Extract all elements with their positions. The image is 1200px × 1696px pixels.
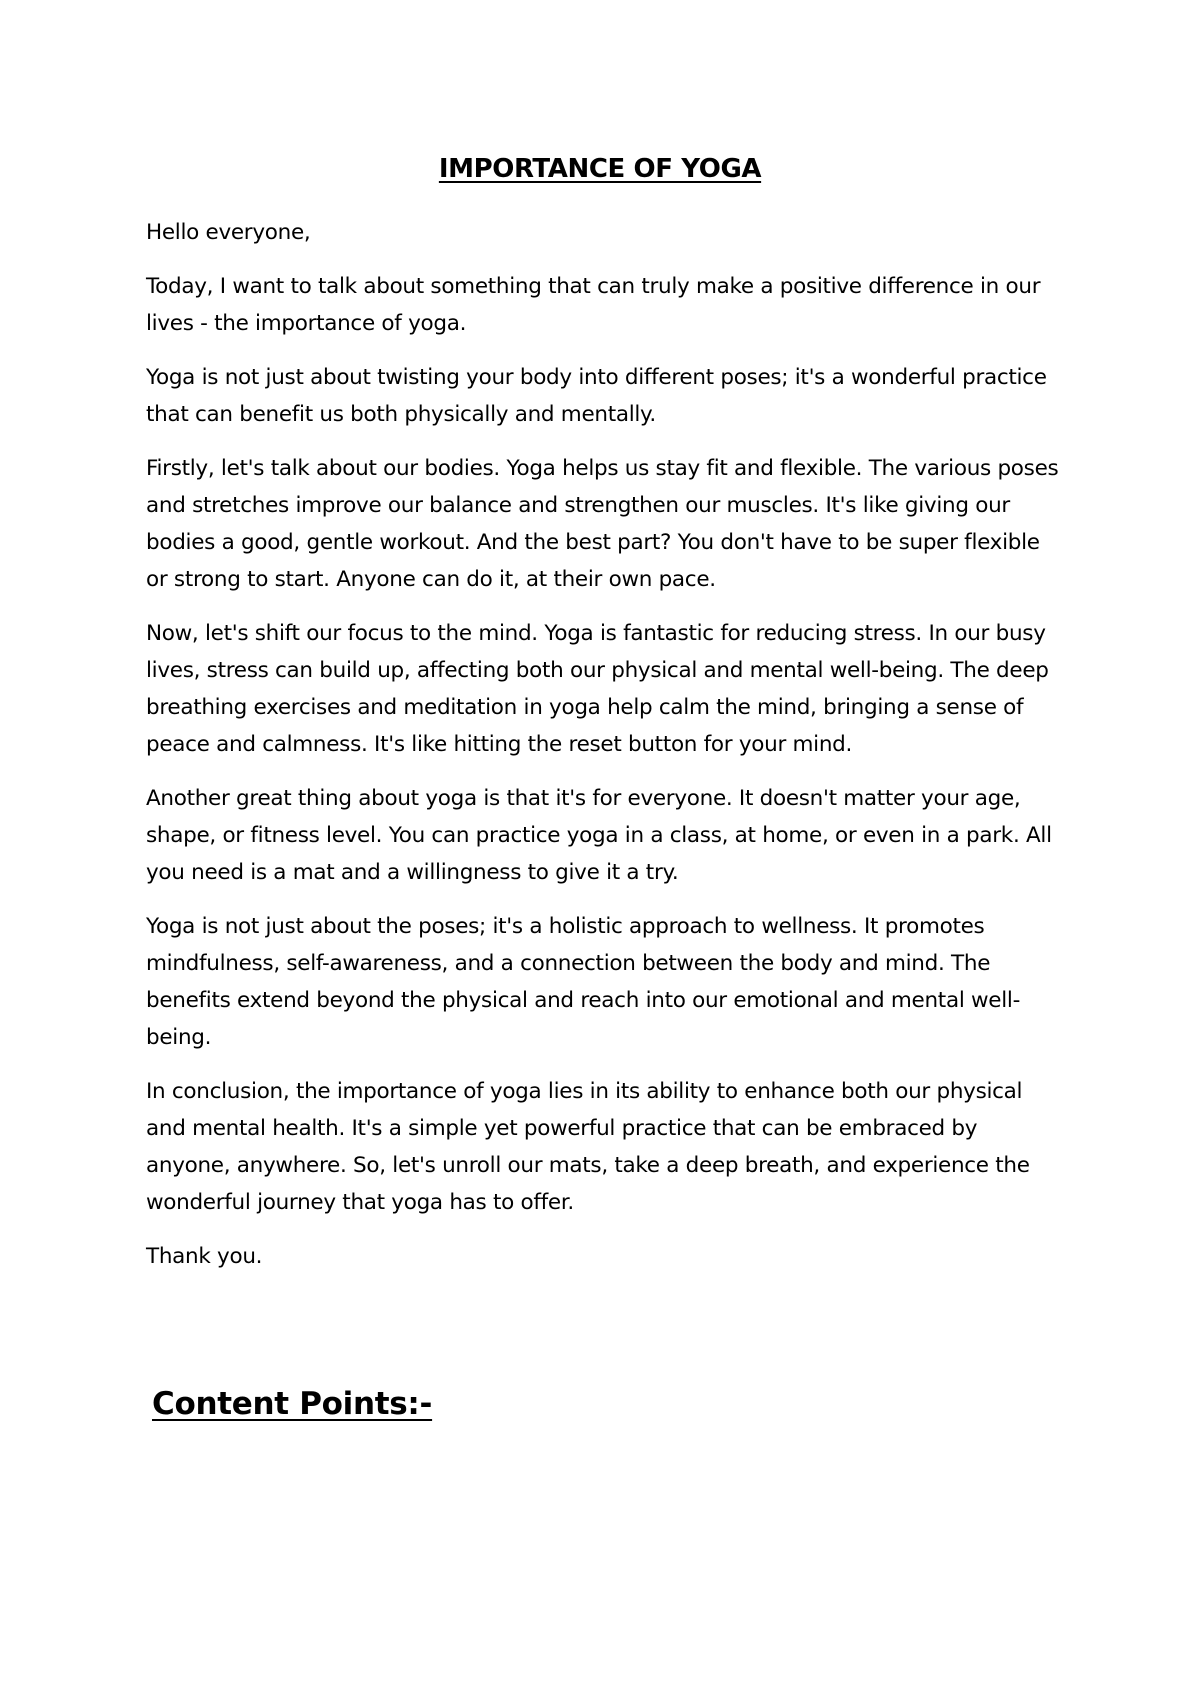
paragraph-holistic: Yoga is not just about the poses; it's a holistic approach to wellness. It promotes mindfulness, self-awareness, and a connection between the body and mind. The benefits extend beyond the physical and reach into our emotional and mental well-being. (146, 914, 1021, 1050)
paragraph-conclusion: In conclusion, the importance of yoga lies in its ability to enhance both our physical and mental health. It's a simple yet powerful practice that can be embraced by anyone, anywhere. So, let's unroll our mats, take a deep breath, and experience the wonderful journey that yoga has to offer. (146, 1079, 1030, 1215)
paragraph-intro: Today, I want to talk about something that can truly make a positive difference in our lives - the importance of yoga. (146, 274, 1041, 336)
paragraph-mind-benefits: Now, let's shift our focus to the mind. Yoga is fantastic for reducing stress. In our busy lives, stress can build up, affecting both our physical and mental well-being. The deep breathing exercises and meditation in yoga help calm the mind, bringing a sense of peace and calmness. It's like hitting the reset button for your mind. (146, 621, 1049, 757)
document-title: IMPORTANCE OF YOGA (438, 154, 762, 184)
section-heading-content-points: Content Points:- (152, 1386, 433, 1422)
paragraph-greeting: Hello everyone, (146, 220, 311, 245)
paragraph-accessibility: Another great thing about yoga is that it's for everyone. It doesn't matter your age, shape, or fitness level. You can practice yoga in a class, at home, or even in a park. All you need is a mat and a willingness to give it a try. (146, 786, 1052, 885)
paragraph-body-benefits: Firstly, let's talk about our bodies. Yoga helps us stay fit and flexible. The various poses and stretches improve our balance and strengthen our muscles. It's like giving our bodies a good, gentle workout. And the best part? You don't have to be super flexible or strong to start. Anyone can do it, at their own pace. (146, 456, 1059, 592)
paragraph-definition: Yoga is not just about twisting your body into different poses; it's a wonderful practice that can benefit us both physically and mentally. (146, 365, 1047, 427)
paragraph-thanks: Thank you. (146, 1244, 263, 1269)
document-body (146, 214, 1066, 1292)
